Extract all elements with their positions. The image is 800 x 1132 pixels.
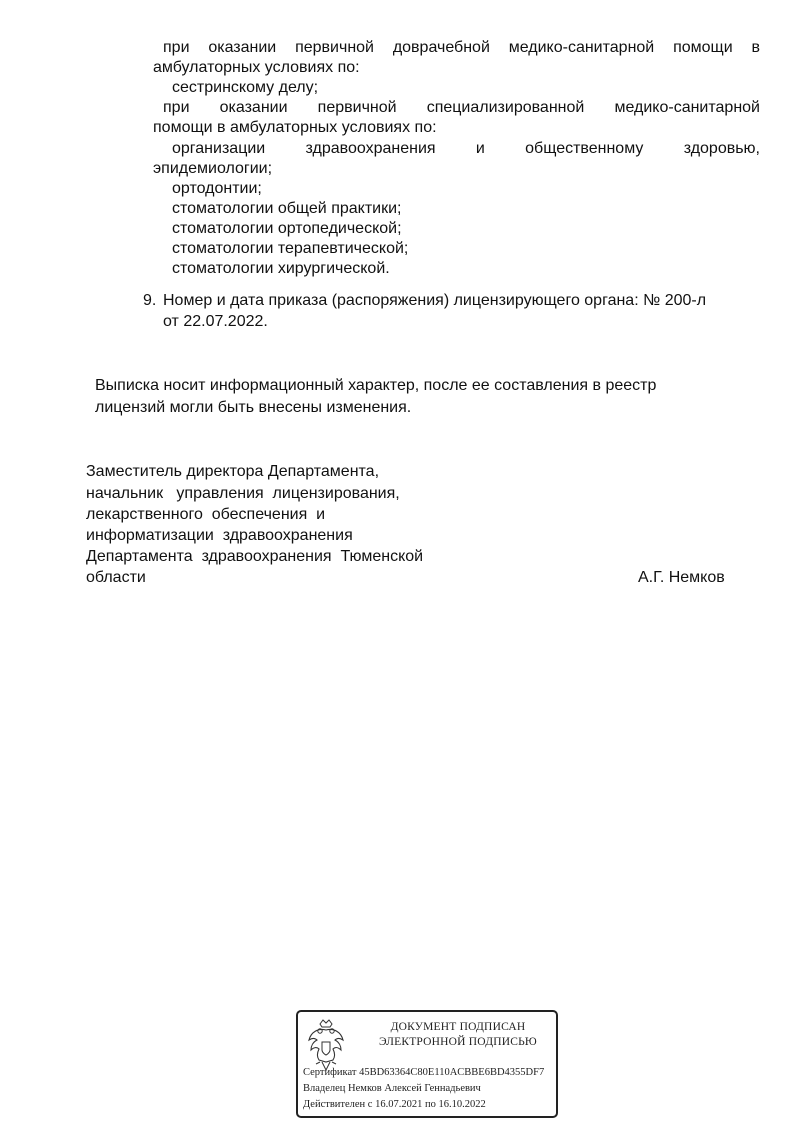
word: помощи xyxy=(673,39,733,56)
services-line-1 xyxy=(163,38,760,58)
signatory-line: информатизации здравоохранения xyxy=(86,527,353,544)
signatory-line: начальник управления лицензирования, xyxy=(86,485,400,502)
coat-of-arms-icon xyxy=(306,1018,346,1074)
note-line-1: Выписка носит информационный характер, после ее составления в реестр xyxy=(95,377,657,394)
word: оказании xyxy=(219,99,288,116)
signatory-line: области xyxy=(86,569,146,586)
signatory-line: лекарственного обеспечения и xyxy=(86,506,326,523)
services-line-4 xyxy=(163,98,760,118)
word: первичной xyxy=(295,39,374,56)
word: оказании xyxy=(208,39,277,56)
stamp-certificate: Сертификат 45BD63364C80E110ACBBE6BD4355DF7 xyxy=(303,1067,545,1078)
stamp-validity: Действителен с 16.07.2021 по 16.10.2022 xyxy=(303,1099,486,1110)
word: общественному xyxy=(525,140,644,157)
stamp-title-line-2: ЭЛЕКТРОННОЙ ПОДПИСЬЮ xyxy=(379,1036,537,1048)
list-item: стоматологии общей практики; xyxy=(172,200,402,217)
word: первичной xyxy=(317,99,397,116)
word: при xyxy=(163,99,190,116)
list-item: стоматологии хирургической. xyxy=(172,260,390,277)
word: здравоохранения xyxy=(305,140,436,157)
services-line-7: эпидемиологии; xyxy=(153,160,273,177)
word: организации xyxy=(172,140,266,157)
signatory-line: Заместитель директора Департамента, xyxy=(86,463,380,480)
services-line-5: помощи в амбулаторных условиях по: xyxy=(153,119,437,136)
word: здоровью, xyxy=(683,140,760,157)
signatory-line: Департамента здравоохранения Тюменской xyxy=(86,548,424,565)
signature-stamp xyxy=(296,1010,558,1118)
word: специализированной xyxy=(426,99,585,116)
stamp-title-line-1: ДОКУМЕНТ ПОДПИСАН xyxy=(390,1021,526,1033)
services-line-6 xyxy=(172,139,760,159)
services-line-3: сестринскому делу; xyxy=(172,79,319,96)
list-item: стоматологии терапевтической; xyxy=(172,240,409,257)
item-9-number: 9. xyxy=(143,292,157,309)
stamp-owner: Владелец Немков Алексей Геннадьевич xyxy=(303,1083,481,1094)
word: и xyxy=(475,140,485,157)
note-line-2: лицензий могли быть внесены изменения. xyxy=(95,399,412,416)
word: медико-санитарной xyxy=(614,99,760,116)
item-9-line-2: от 22.07.2022. xyxy=(163,313,268,330)
list-item: ортодонтии; xyxy=(172,180,262,197)
word: доврачебной xyxy=(392,39,490,56)
item-9-line-1: Номер и дата приказа (распоряжения) лицензирующего органа: № 200-л xyxy=(163,292,707,309)
word: медико-санитарной xyxy=(508,39,655,56)
word: в xyxy=(751,39,760,56)
signatory-name: А.Г. Немков xyxy=(638,569,725,586)
services-line-2: амбулаторных условиях по: xyxy=(153,59,360,76)
word: при xyxy=(163,39,190,56)
list-item: стоматологии ортопедической; xyxy=(172,220,402,237)
